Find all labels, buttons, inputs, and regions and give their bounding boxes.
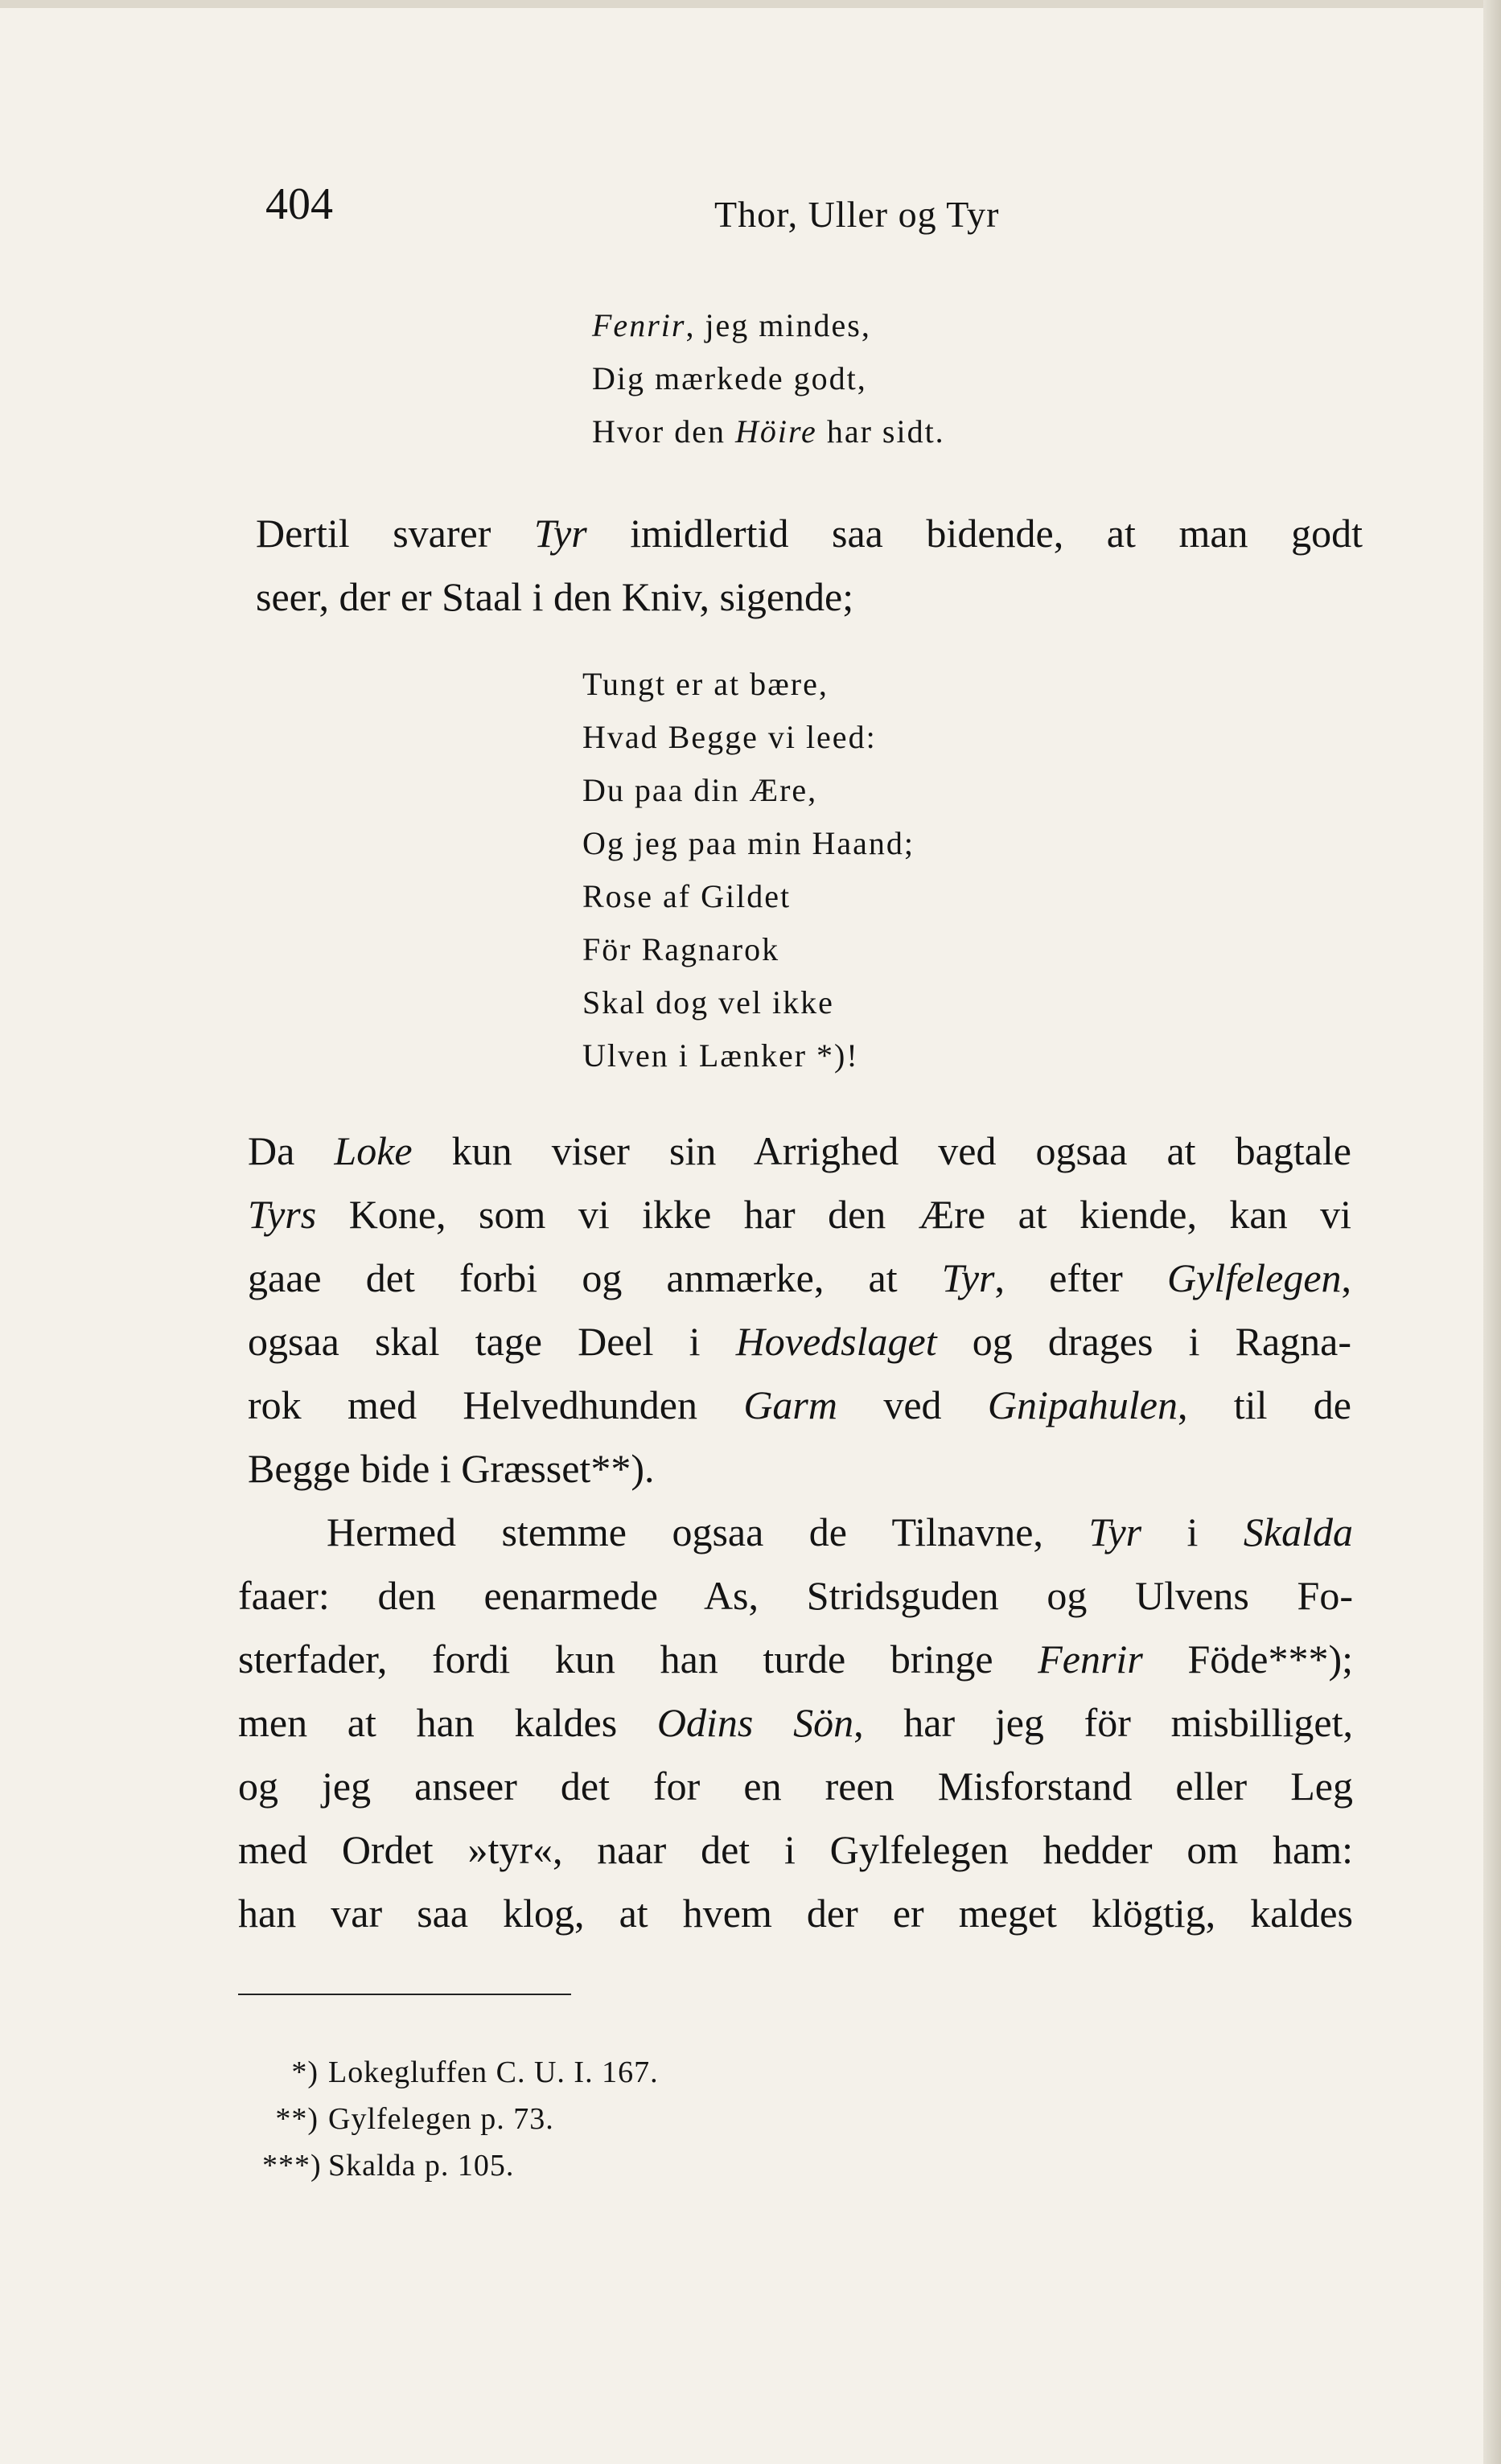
text-line: sterfader, fordi kun han turde bringe Fenrir Föde***);: [238, 1637, 1353, 1682]
verse-tungt: [582, 658, 915, 1082]
text-line: Begge bide i Græsset**).: [248, 1446, 655, 1491]
page-top-edge: [0, 0, 1501, 8]
text-line: Hermed stemme ogsaa de Tilnavne, Tyr i Skalda: [327, 1509, 1353, 1554]
text-line: seer, der er Staal i den Kniv, sigende;: [256, 574, 854, 619]
footnote: **) Gylfelegen p. 73.: [275, 2102, 554, 2136]
text-line: faaer: den eenarmede As, Stridsguden og Ulvens Fo-: [238, 1573, 1353, 1618]
footnote: *) Lokegluffen C. U. I. 167.: [291, 2055, 659, 2089]
paragraph-loke: [248, 1119, 1351, 1501]
text-line: han var saa klog, at hvem der er meget klögtig, kaldes: [238, 1891, 1353, 1936]
verse-line: För Ragnarok: [582, 931, 780, 967]
text-line: ogsaa skal tage Deel i Hovedslaget og drages i Ragna-: [248, 1319, 1351, 1364]
verse-line: Ulven i Lænker *)!: [582, 1037, 859, 1074]
page-number: 404: [265, 179, 333, 229]
verse-line: Og jeg paa min Haand;: [582, 825, 915, 861]
verse-line: Hvad Begge vi leed:: [582, 719, 877, 755]
text-line: men at han kaldes Odins Sön, har jeg för misbilliget,: [238, 1700, 1353, 1745]
verse-line: Du paa din Ære,: [582, 772, 818, 808]
footnote: ***) Skalda p. 105.: [262, 2149, 515, 2183]
running-head: Thor, Uller og Tyr: [714, 194, 1000, 235]
paragraph-dertil: [256, 502, 1363, 629]
verse-line: Dig mærkede godt,: [592, 360, 867, 396]
verse-line: Fenrir, jeg mindes,: [592, 307, 871, 343]
text-line: rok med Helvedhunden Garm ved Gnipahulen, til de: [248, 1382, 1351, 1427]
text-line: og jeg anseer det for en reen Misforstand eller Leg: [238, 1764, 1353, 1809]
footnote-rule: [238, 1994, 571, 1995]
verse-line: Rose af Gildet: [582, 878, 792, 914]
page-right-edge: [1483, 0, 1501, 2464]
text-line: Dertil svarer Tyr imidlertid saa bidende, at man godt: [256, 511, 1363, 556]
footnotes: [262, 2049, 659, 2189]
paragraph-hermed: [238, 1501, 1353, 1945]
verse-line: Skal dog vel ikke: [582, 984, 834, 1021]
text-line: Tyrs Kone, som vi ikke har den Ære at kiende, kan vi: [248, 1192, 1351, 1237]
verse-line: Hvor den Höire har sidt.: [592, 413, 945, 450]
verse-line: Tungt er at bære,: [582, 666, 829, 702]
text-line: Da Loke kun viser sin Arrighed ved ogsaa at bagtale: [248, 1128, 1351, 1173]
verse-fenrir: [592, 299, 945, 458]
text-line: med Ordet »tyr«, naar det i Gylfelegen hedder om ham:: [238, 1827, 1353, 1872]
text-line: gaae det forbi og anmærke, at Tyr, efter Gylfelegen,: [248, 1255, 1352, 1300]
